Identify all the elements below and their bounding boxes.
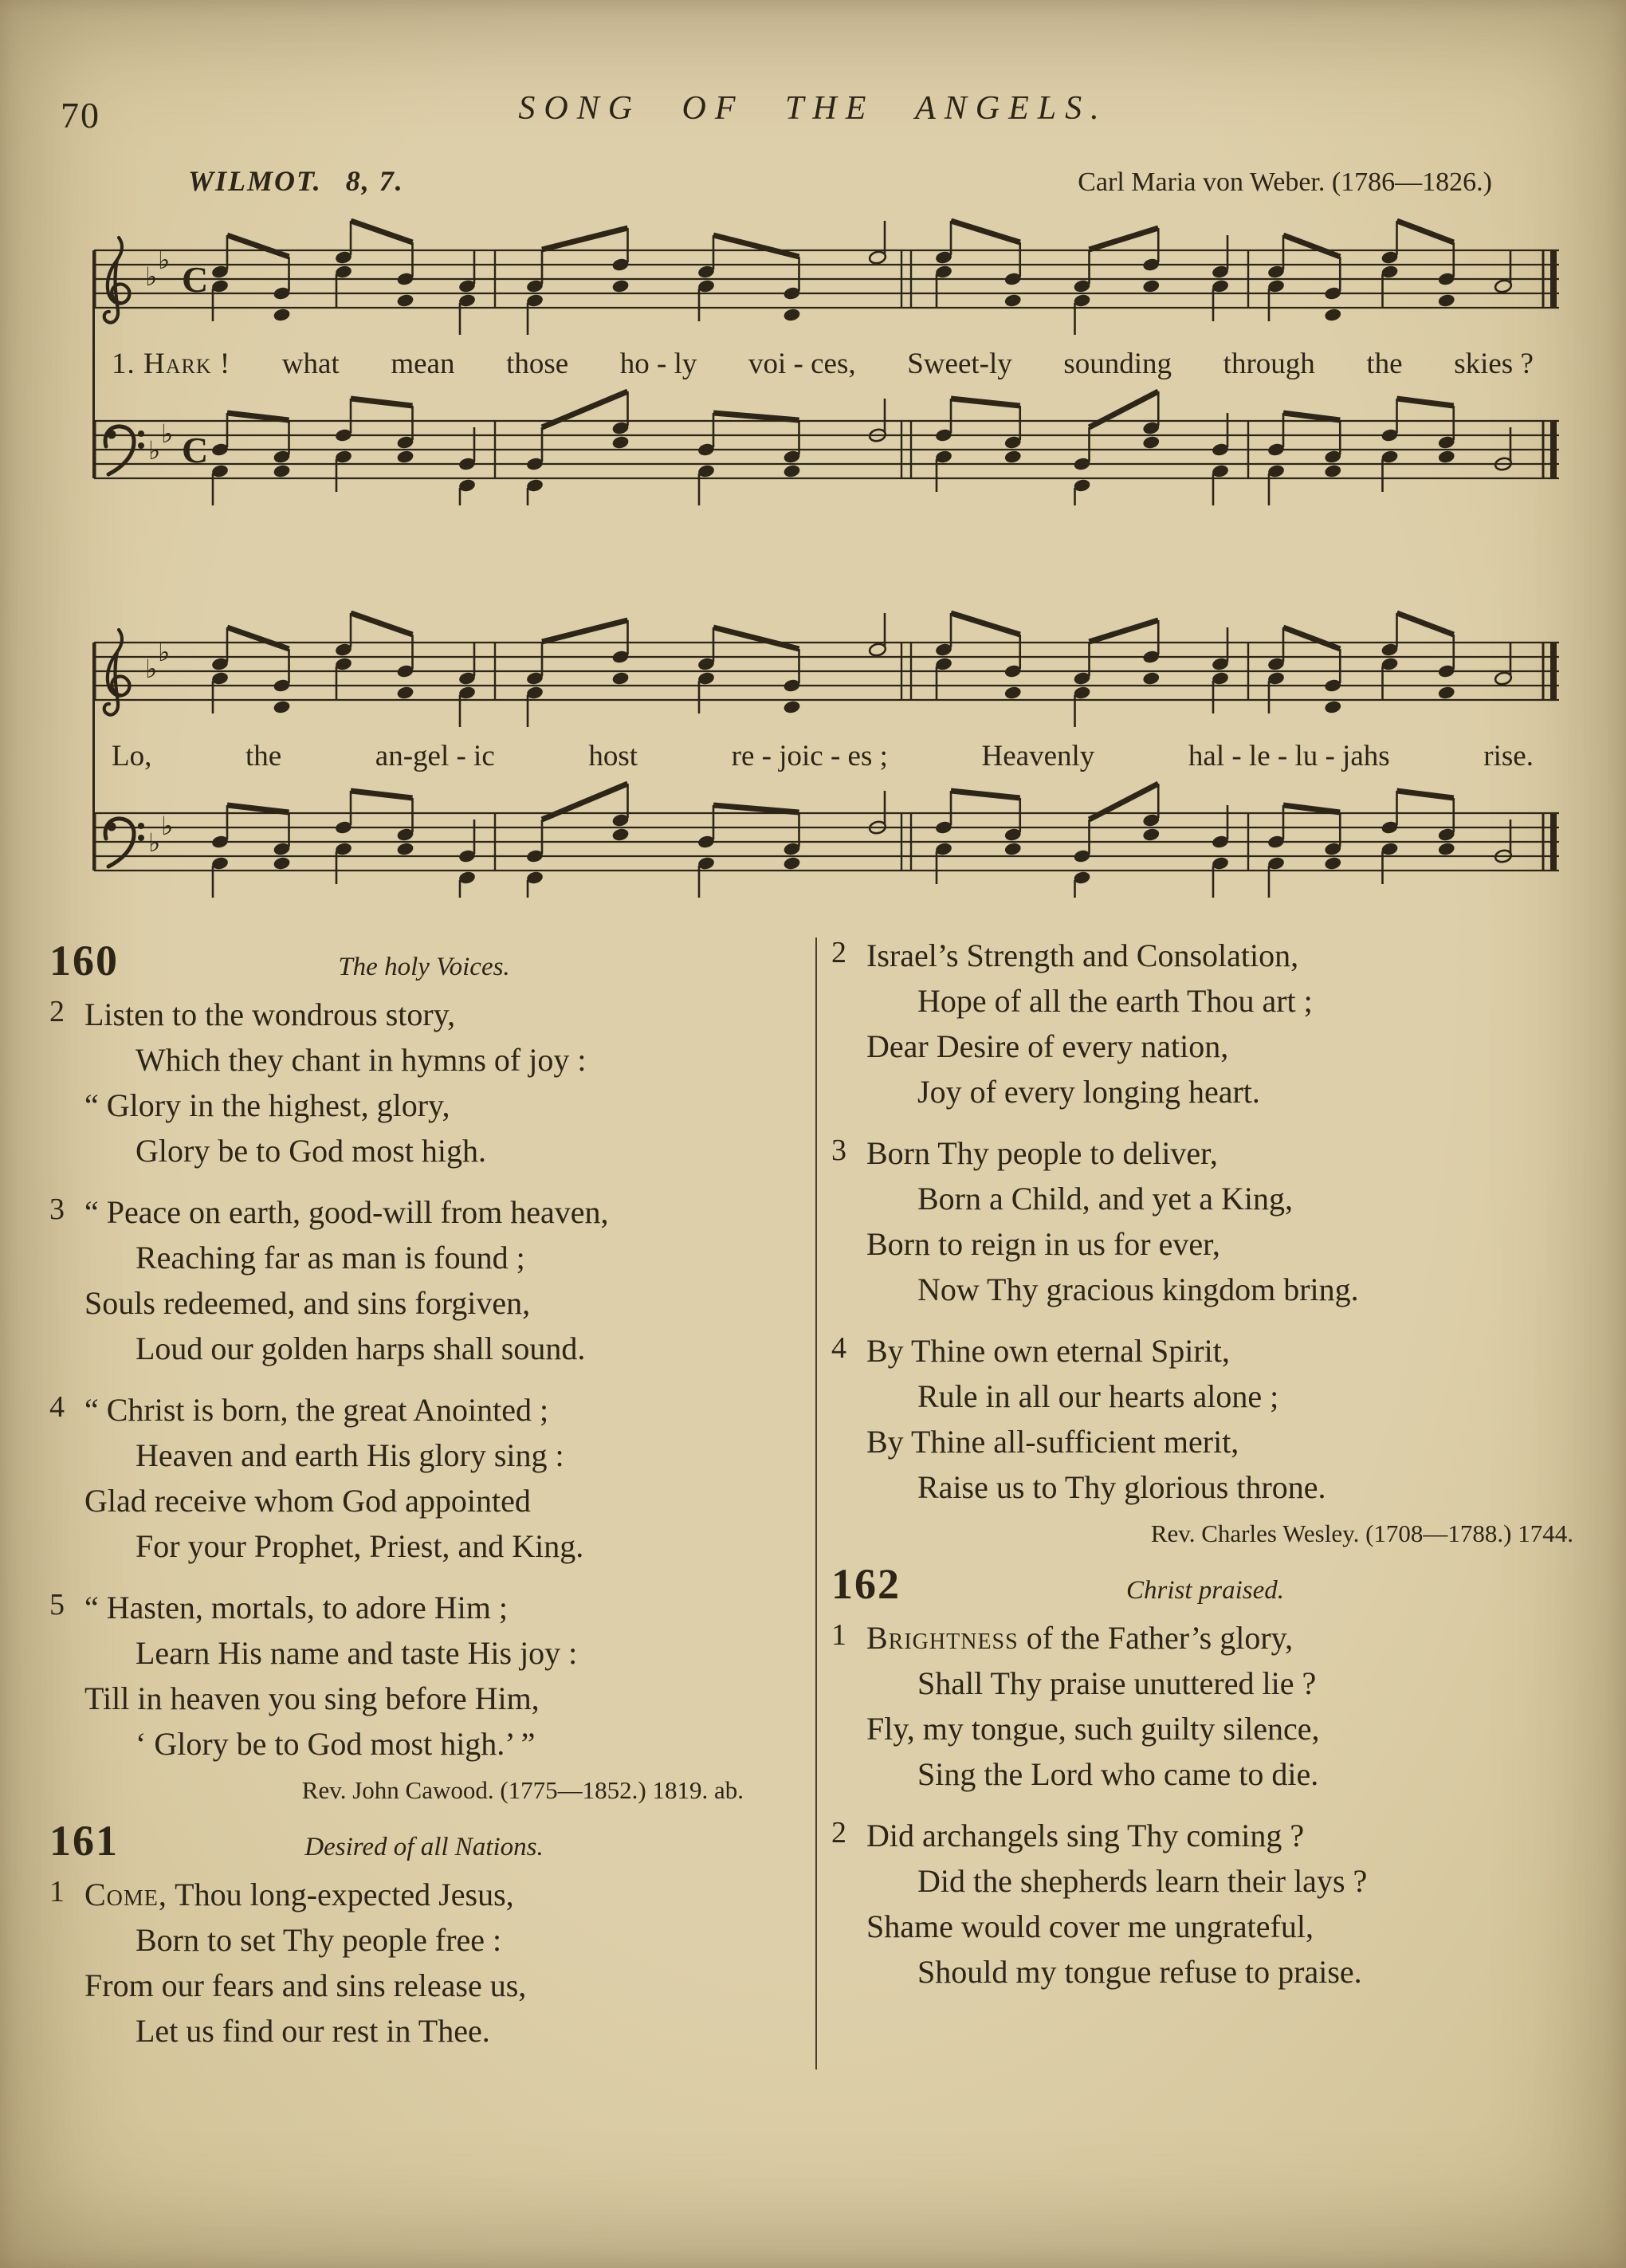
bass-staff-1 bbox=[92, 389, 1561, 509]
verse-number: 1 bbox=[49, 1875, 65, 1908]
verse-line: ‘ Glory be to God most high.’ ” bbox=[136, 1726, 536, 1762]
hymn-title: The holy Voices. bbox=[338, 953, 510, 981]
lyric-word: sounding bbox=[1063, 347, 1172, 380]
verse-line: Did the shepherds learn their lays ? bbox=[917, 1863, 1368, 1899]
hymn-verse bbox=[49, 992, 803, 1173]
svg-text:C: C bbox=[182, 430, 209, 470]
tune-title: WILMOT. bbox=[188, 165, 322, 197]
verse-line: “ Glory in the highest, glory, bbox=[84, 1087, 450, 1123]
verse-lines bbox=[84, 992, 803, 1173]
svg-text:C: C bbox=[182, 259, 209, 300]
verse-line: Souls redeemed, and sins forgiven, bbox=[84, 1285, 531, 1321]
verse-line: Let us find our rest in Thee. bbox=[136, 2013, 490, 2049]
verse-line: Raise us to Thy glorious throne. bbox=[917, 1469, 1326, 1505]
verse-lines bbox=[866, 1615, 1583, 1797]
hymn-title: Desired of all Nations. bbox=[304, 1833, 544, 1861]
tune-line bbox=[188, 164, 1492, 198]
verse-lines bbox=[866, 1813, 1583, 1995]
verse-line: Shame would cover me ungrateful, bbox=[866, 1908, 1314, 1944]
verse-number: 3 bbox=[49, 1193, 65, 1226]
hymn-number: 162 bbox=[831, 1560, 901, 1608]
lyric-word: the bbox=[1366, 347, 1403, 380]
lyric-word: hal - le - lu - jahs bbox=[1188, 739, 1390, 772]
attribution: Rev. John Cawood. (1775—1852.) 1819. ab. bbox=[301, 1776, 744, 1804]
verse-number: 5 bbox=[49, 1588, 65, 1621]
hymn-heading bbox=[49, 1817, 803, 1865]
hymn-number: 161 bbox=[49, 1817, 119, 1865]
verse-line: Glad receive whom God appointed bbox=[84, 1483, 531, 1519]
lyric-word: mean bbox=[391, 347, 455, 380]
music-score bbox=[92, 218, 1561, 901]
svg-text:♭: ♭ bbox=[148, 827, 161, 858]
verse-number: 4 bbox=[831, 1331, 846, 1365]
verse-line: Born to reign in us for ever, bbox=[866, 1226, 1220, 1262]
verse-number: 2 bbox=[831, 936, 846, 969]
svg-text:♭: ♭ bbox=[145, 654, 158, 684]
music-system-1 bbox=[92, 218, 1561, 509]
tune-meter: 8, 7. bbox=[345, 165, 404, 197]
verse-line: From our fears and sins release us, bbox=[84, 1967, 527, 2003]
verse-line: Glory be to God most high. bbox=[136, 1133, 486, 1169]
hymn-heading bbox=[49, 937, 803, 985]
verse-line: By Thine all-sufficient merit, bbox=[866, 1424, 1239, 1460]
verse-line: Sing the Lord who came to die. bbox=[917, 1756, 1319, 1792]
verse-lines bbox=[84, 1872, 803, 2054]
hymn-verse bbox=[49, 1189, 803, 1371]
verse-line: Born to set Thy people free : bbox=[136, 1922, 502, 1958]
composer-credit: Carl Maria von Weber. (1786—1826.) bbox=[1078, 167, 1492, 197]
verse-lines bbox=[866, 1328, 1583, 1510]
svg-text:♭: ♭ bbox=[158, 637, 171, 667]
verse-number: 1 bbox=[831, 1618, 846, 1652]
lyric-line-2 bbox=[92, 730, 1561, 781]
column-divider bbox=[815, 937, 817, 2070]
verse-number: 2 bbox=[831, 1816, 846, 1849]
page-number: 70 bbox=[61, 95, 100, 136]
verse-number: 3 bbox=[831, 1134, 846, 1167]
verse-line: “ Peace on earth, good-will from heaven, bbox=[84, 1194, 609, 1230]
verse-lines bbox=[866, 933, 1583, 1114]
verse-line: Reaching far as man is found ; bbox=[136, 1240, 525, 1276]
bass-staff-2 bbox=[92, 781, 1561, 901]
lyric-word: 1. Hark ! bbox=[112, 347, 231, 380]
hymn-number: 160 bbox=[49, 937, 119, 985]
verse-line: “ Hasten, mortals, to adore Him ; bbox=[84, 1590, 508, 1625]
left-column bbox=[49, 933, 803, 2070]
verse-line: Hope of all the earth Thou art ; bbox=[917, 983, 1313, 1019]
verse-line: Joy of every longing heart. bbox=[917, 1074, 1260, 1110]
verse-number: 4 bbox=[49, 1390, 65, 1424]
verse-line: Shall Thy praise unuttered lie ? bbox=[917, 1665, 1317, 1701]
running-head: SONG OF THE ANGELS. bbox=[518, 90, 1108, 127]
hymn-verse bbox=[49, 1585, 803, 1767]
svg-text:♭: ♭ bbox=[158, 245, 171, 275]
lyric-word: an-gel - ic bbox=[375, 739, 495, 772]
verse-line: Come, Thou long-expected Jesus, bbox=[84, 1877, 514, 1912]
attribution: Rev. Charles Wesley. (1708—1788.) 1744. bbox=[1150, 1519, 1573, 1547]
svg-text:♭: ♭ bbox=[148, 435, 161, 466]
svg-text:♭: ♭ bbox=[161, 811, 174, 841]
verse-line: Learn His name and taste His joy : bbox=[136, 1635, 578, 1671]
verse-line: Fly, my tongue, such guilty silence, bbox=[866, 1711, 1320, 1747]
lyric-word: the bbox=[245, 739, 282, 772]
verse-number: 2 bbox=[49, 995, 65, 1028]
right-column bbox=[825, 933, 1583, 2070]
system-gap bbox=[92, 509, 1561, 611]
lyric-word: Heavenly bbox=[981, 739, 1095, 772]
hymn-verse bbox=[831, 1328, 1583, 1510]
hymn-verse bbox=[831, 1130, 1583, 1312]
system-left-barline bbox=[92, 250, 95, 478]
verse-line: “ Christ is born, the great Anointed ; bbox=[84, 1392, 549, 1428]
lyric-word: rise. bbox=[1483, 739, 1534, 772]
verse-line: Israel’s Strength and Consolation, bbox=[866, 937, 1299, 973]
verse-line: Listen to the wondrous story, bbox=[84, 996, 456, 1032]
lyric-line-1 bbox=[92, 338, 1561, 389]
lead-word: Brightness bbox=[866, 1620, 1019, 1656]
verse-line: Dear Desire of every nation, bbox=[866, 1028, 1229, 1064]
treble-staff-2 bbox=[92, 611, 1561, 730]
hymn-verse bbox=[831, 1813, 1583, 1995]
lyric-word: through bbox=[1223, 347, 1315, 380]
tune-name bbox=[188, 164, 404, 198]
hymn-verse bbox=[831, 933, 1583, 1114]
hymn-text-columns bbox=[49, 933, 1583, 2070]
lyric-word: ho - ly bbox=[619, 347, 697, 380]
hymn-title: Christ praised. bbox=[1125, 1576, 1285, 1605]
verse-lines bbox=[84, 1387, 803, 1569]
verse-line: Heaven and earth His glory sing : bbox=[136, 1437, 564, 1473]
lyric-word: skies ? bbox=[1454, 347, 1534, 380]
verse-line: For your Prophet, Priest, and King. bbox=[136, 1528, 584, 1564]
verse-lines bbox=[84, 1585, 803, 1767]
verse-line: Did archangels sing Thy coming ? bbox=[866, 1818, 1305, 1853]
svg-text:♭: ♭ bbox=[161, 419, 174, 449]
verse-line: Now Thy gracious kingdom bring. bbox=[917, 1272, 1359, 1307]
svg-text:♭: ♭ bbox=[145, 261, 158, 292]
lyric-word: Sweet-ly bbox=[907, 347, 1012, 380]
verse-line: By Thine own eternal Spirit, bbox=[866, 1333, 1230, 1369]
verse-lines bbox=[866, 1130, 1583, 1312]
verse-line: Born Thy people to deliver, bbox=[866, 1135, 1218, 1171]
lyric-word: what bbox=[281, 347, 340, 380]
verse-line: Which they chant in hymns of joy : bbox=[136, 1042, 587, 1078]
hymn-heading bbox=[831, 1562, 1583, 1606]
hymn-verse bbox=[831, 1615, 1583, 1797]
system-left-barline bbox=[92, 643, 95, 871]
verse-line: Till in heaven you sing before Him, bbox=[84, 1680, 540, 1716]
lyric-word: voi - ces, bbox=[748, 347, 856, 380]
treble-staff-1 bbox=[92, 218, 1561, 338]
verse-lines bbox=[84, 1189, 803, 1371]
lead-word: Come, bbox=[84, 1877, 167, 1912]
verse-line: Born a Child, and yet a King, bbox=[917, 1181, 1294, 1217]
lyric-word: Lo, bbox=[112, 739, 152, 772]
verse-line: Brightness of the Father’s glory, bbox=[866, 1620, 1294, 1656]
music-system-2 bbox=[92, 611, 1561, 901]
hymn-verse bbox=[49, 1387, 803, 1569]
verse-line: Rule in all our hearts alone ; bbox=[917, 1378, 1279, 1414]
hymn-verse bbox=[49, 1872, 803, 2054]
lyric-word: re - joic - es ; bbox=[731, 739, 888, 772]
lyric-word: host bbox=[588, 739, 638, 772]
verse-line: Should my tongue refuse to praise. bbox=[917, 1954, 1362, 1990]
lyric-word: those bbox=[506, 347, 569, 380]
verse-line: Loud our golden harps shall sound. bbox=[136, 1331, 586, 1366]
